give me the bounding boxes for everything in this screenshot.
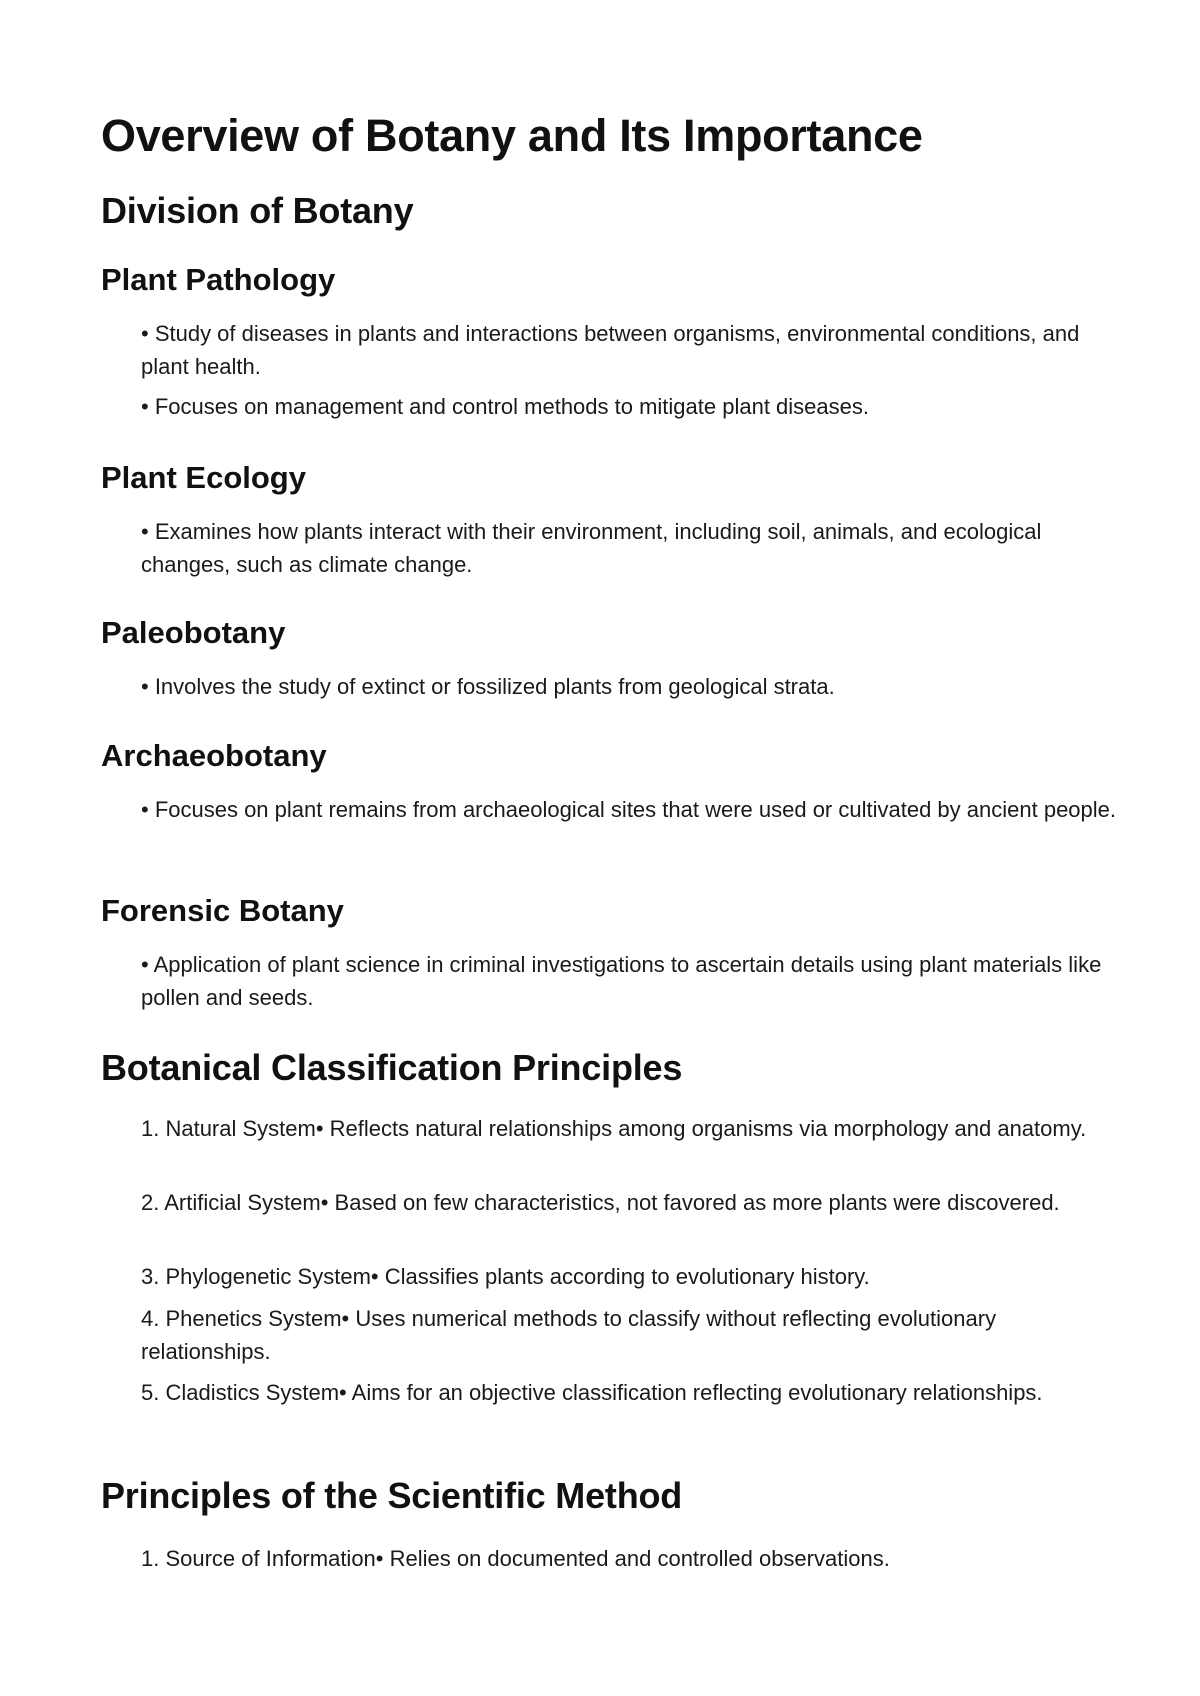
document-title: Overview of Botany and Its Importance bbox=[101, 110, 923, 161]
subsection-heading-plant-pathology: Plant Pathology bbox=[101, 262, 336, 297]
list-item: • Application of plant science in criminal investigations to ascertain details using plant materials like pollen and seeds. bbox=[141, 952, 1102, 1010]
list-item: • Study of diseases in plants and interactions between organisms, environmental conditions, and plant health. bbox=[141, 321, 1080, 379]
section-heading-classification: Botanical Classification Principles bbox=[101, 1047, 683, 1088]
list-item: 3. Phylogenetic System• Classifies plants according to evolutionary history. bbox=[141, 1264, 870, 1289]
subsection-heading-paleobotany: Paleobotany bbox=[101, 615, 286, 650]
list-item: 4. Phenetics System• Uses numerical methods to classify without reflecting evolutionary relationships. bbox=[141, 1306, 997, 1364]
subsection-heading-forensic-botany: Forensic Botany bbox=[101, 893, 344, 928]
list-item: • Involves the study of extinct or fossilized plants from geological strata. bbox=[141, 674, 835, 699]
subsection-heading-archaeobotany: Archaeobotany bbox=[101, 738, 327, 773]
list-item: • Focuses on management and control methods to mitigate plant diseases. bbox=[141, 394, 869, 419]
subsection-heading-plant-ecology: Plant Ecology bbox=[101, 460, 306, 495]
list-item: • Examines how plants interact with their environment, including soil, animals, and ecological changes, such as climate change. bbox=[141, 519, 1042, 577]
list-item: 5. Cladistics System• Aims for an objective classification reflecting evolutionary relationships. bbox=[141, 1380, 1043, 1405]
list-item: 1. Natural System• Reflects natural relationships among organisms via morphology and anatomy. bbox=[141, 1116, 1087, 1141]
section-heading-scientific-method: Principles of the Scientific Method bbox=[101, 1475, 683, 1516]
list-item: • Focuses on plant remains from archaeological sites that were used or cultivated by ancient people. bbox=[141, 797, 1117, 822]
section-heading-division: Division of Botany bbox=[101, 190, 414, 231]
list-item: 1. Source of Information• Relies on documented and controlled observations. bbox=[141, 1546, 890, 1571]
list-item: 2. Artificial System• Based on few characteristics, not favored as more plants were discovered. bbox=[141, 1190, 1060, 1215]
